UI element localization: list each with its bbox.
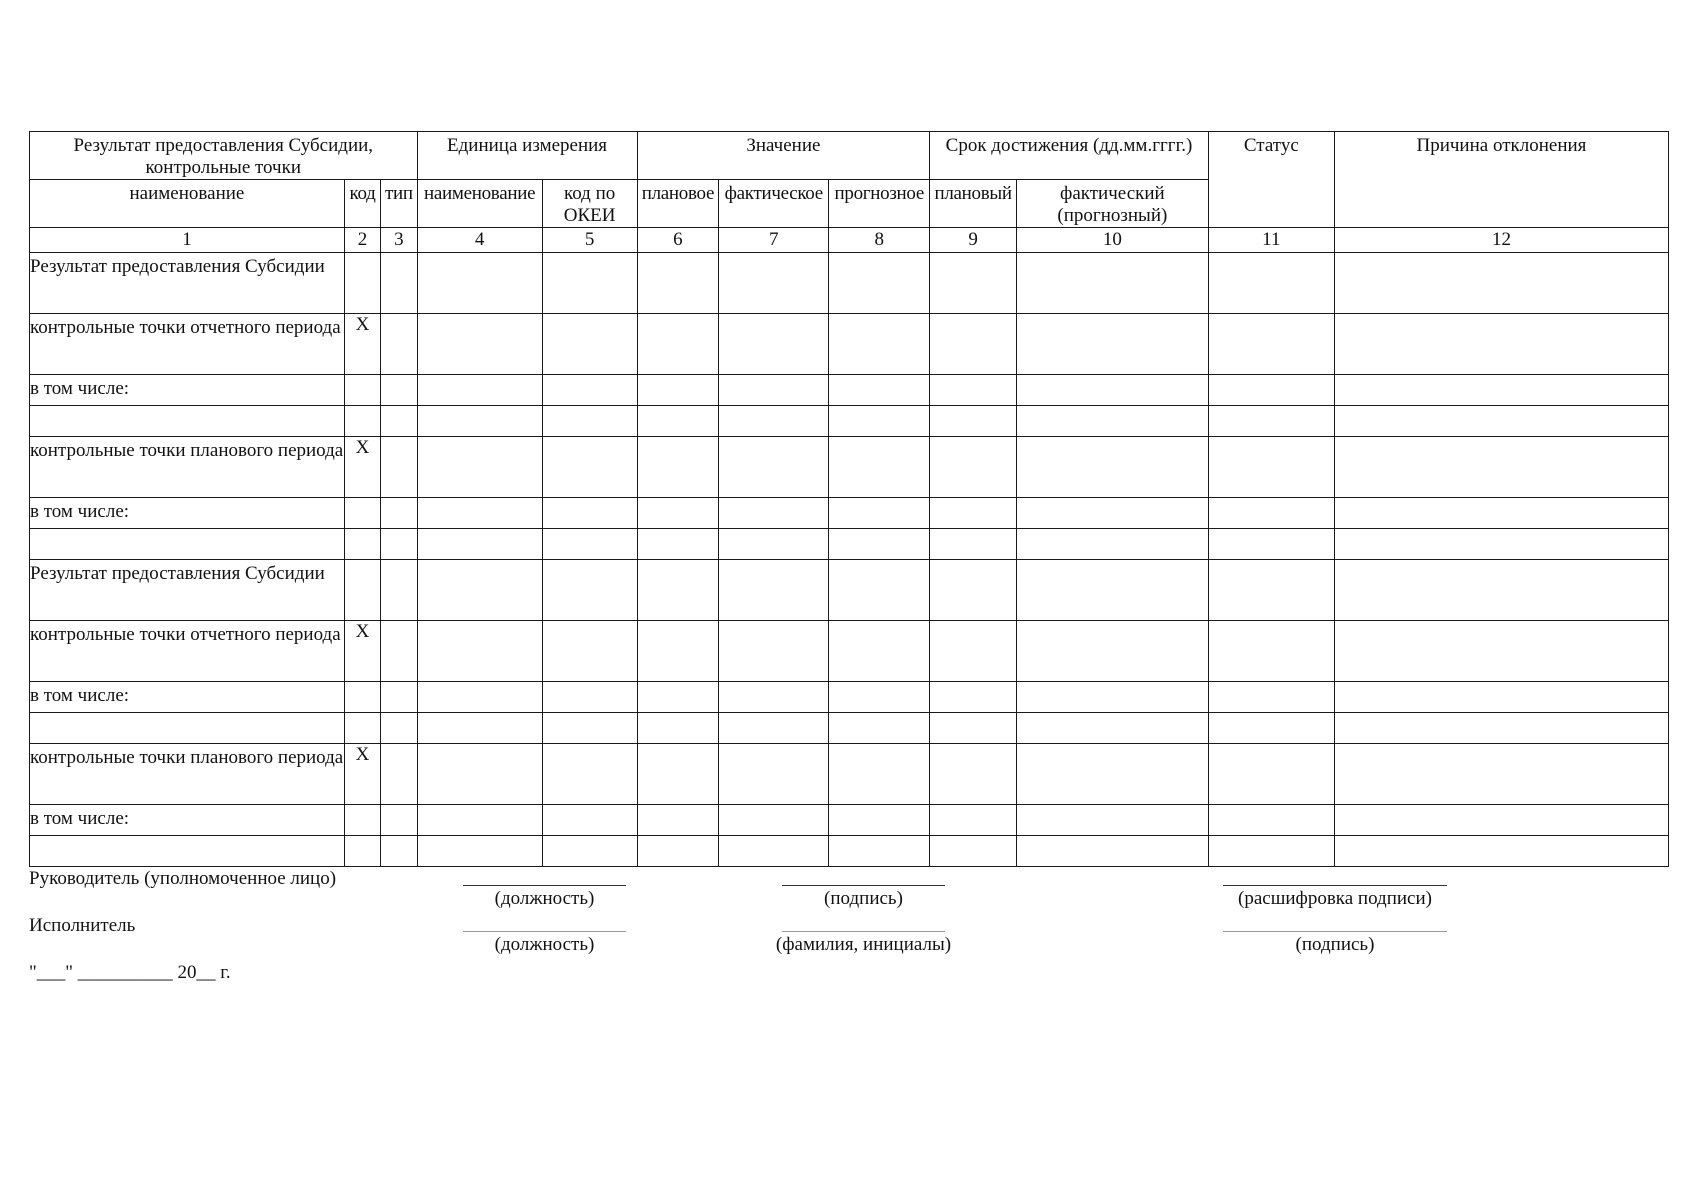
row-code-cell (344, 836, 380, 867)
row-cell (417, 375, 542, 406)
row-cell (1208, 437, 1334, 498)
row-cell (637, 375, 719, 406)
head-decode-line (1223, 885, 1447, 886)
row-cell (1334, 498, 1668, 529)
row-cell (1017, 406, 1209, 437)
row-cell (1017, 682, 1209, 713)
header-planned: плановое (637, 180, 719, 228)
row-name-cell: Результат предоставления Субсидии (30, 560, 345, 621)
executor-name-line (782, 931, 945, 932)
col-number: 9 (930, 228, 1017, 253)
row-cell (417, 437, 542, 498)
row-cell (1017, 529, 1209, 560)
header-actual: фактическое (719, 180, 829, 228)
table-row (30, 498, 1669, 529)
row-cell (637, 498, 719, 529)
row-cell (1017, 560, 1209, 621)
table-row (30, 713, 1669, 744)
row-cell (637, 253, 719, 314)
head-signature-line (782, 885, 945, 886)
row-cell (381, 406, 417, 437)
header-deadline: Срок достижения (дд.мм.гггг.) (930, 132, 1209, 180)
row-cell (829, 437, 930, 498)
table-row (30, 314, 1669, 375)
row-cell (1017, 805, 1209, 836)
row-cell (1208, 682, 1334, 713)
row-cell (542, 314, 637, 375)
row-cell (542, 529, 637, 560)
row-cell (381, 805, 417, 836)
row-cell (829, 529, 930, 560)
row-cell (930, 560, 1017, 621)
row-cell (1017, 836, 1209, 867)
row-cell (637, 805, 719, 836)
table-row (30, 406, 1669, 437)
row-cell (829, 805, 930, 836)
row-cell (381, 682, 417, 713)
row-cell (1017, 744, 1209, 805)
row-cell (930, 253, 1017, 314)
row-cell (930, 713, 1017, 744)
row-cell (829, 713, 930, 744)
row-cell (719, 744, 829, 805)
row-cell (1208, 498, 1334, 529)
row-cell (1208, 560, 1334, 621)
row-cell (542, 406, 637, 437)
row-name-cell (30, 713, 345, 744)
row-cell (381, 621, 417, 682)
row-cell (1208, 836, 1334, 867)
row-cell (1334, 621, 1668, 682)
row-cell (930, 437, 1017, 498)
row-cell (829, 836, 930, 867)
row-cell (1208, 529, 1334, 560)
row-cell (417, 621, 542, 682)
row-cell (719, 253, 829, 314)
row-cell (1017, 253, 1209, 314)
row-cell (930, 805, 1017, 836)
table-row (30, 560, 1669, 621)
row-cell (417, 713, 542, 744)
results-table (29, 131, 1669, 867)
row-cell (417, 560, 542, 621)
row-cell (1017, 621, 1209, 682)
head-signature-caption: (подпись) (824, 888, 903, 909)
col-number: 11 (1208, 228, 1334, 253)
row-cell (829, 560, 930, 621)
row-cell (1208, 713, 1334, 744)
row-cell (1334, 529, 1668, 560)
row-cell (1208, 253, 1334, 314)
header-forecast: прогнозное (829, 180, 930, 228)
row-cell (930, 406, 1017, 437)
header-row-1 (30, 132, 1669, 180)
table-body (30, 253, 1669, 867)
row-cell (381, 375, 417, 406)
table-row (30, 805, 1669, 836)
row-name-cell (30, 406, 345, 437)
row-cell (637, 560, 719, 621)
row-cell (719, 314, 829, 375)
row-cell (1017, 314, 1209, 375)
row-cell (542, 560, 637, 621)
row-cell (1208, 314, 1334, 375)
header-code: код (344, 180, 380, 228)
date-line: "___" __________ 20__ г. (29, 962, 231, 983)
row-cell (1017, 375, 1209, 406)
header-type: тип (381, 180, 417, 228)
row-cell (1334, 406, 1668, 437)
executor-label: Исполнитель (29, 915, 136, 936)
row-code-cell (344, 375, 380, 406)
row-code-cell (344, 253, 380, 314)
row-cell (829, 498, 930, 529)
row-code-cell (344, 529, 380, 560)
table-row (30, 621, 1669, 682)
row-cell (417, 253, 542, 314)
row-cell (381, 560, 417, 621)
col-number: 6 (637, 228, 719, 253)
row-cell (829, 375, 930, 406)
header-actual-date: фактический (прогнозный) (1017, 180, 1209, 228)
row-name-cell (30, 836, 345, 867)
head-position-line (463, 885, 626, 886)
row-cell (381, 253, 417, 314)
row-cell (637, 437, 719, 498)
row-cell (930, 375, 1017, 406)
row-name-cell: в том числе: (30, 682, 345, 713)
row-name-cell: контрольные точки отчетного периода (30, 314, 345, 375)
row-cell (1334, 253, 1668, 314)
col-number: 4 (417, 228, 542, 253)
row-cell (1208, 805, 1334, 836)
row-cell (381, 314, 417, 375)
row-cell (1334, 713, 1668, 744)
row-cell (829, 406, 930, 437)
row-cell (417, 836, 542, 867)
row-cell (542, 621, 637, 682)
row-cell (637, 682, 719, 713)
col-number: 1 (30, 228, 345, 253)
row-cell (542, 836, 637, 867)
row-cell (930, 744, 1017, 805)
head-label: Руководитель (уполномоченное лицо) (29, 868, 337, 889)
row-cell (930, 621, 1017, 682)
row-cell (1208, 744, 1334, 805)
row-cell (381, 437, 417, 498)
header-unit-name: наименование (417, 180, 542, 228)
row-cell (1017, 498, 1209, 529)
row-cell (637, 713, 719, 744)
col-number: 2 (344, 228, 380, 253)
row-cell (829, 253, 930, 314)
row-cell (719, 529, 829, 560)
table-row (30, 744, 1669, 805)
row-code-cell (344, 498, 380, 529)
row-code-cell (344, 560, 380, 621)
row-cell (637, 836, 719, 867)
table-row (30, 253, 1669, 314)
row-cell (719, 805, 829, 836)
row-cell (637, 744, 719, 805)
row-cell (637, 314, 719, 375)
row-cell (719, 375, 829, 406)
row-cell (1208, 375, 1334, 406)
row-cell (930, 529, 1017, 560)
row-cell (1334, 744, 1668, 805)
row-cell (829, 682, 930, 713)
col-number: 3 (381, 228, 417, 253)
row-cell (1017, 437, 1209, 498)
row-cell (542, 375, 637, 406)
table-row (30, 836, 1669, 867)
row-cell (930, 836, 1017, 867)
row-cell (829, 314, 930, 375)
row-cell (542, 437, 637, 498)
row-name-cell: в том числе: (30, 498, 345, 529)
row-cell (1208, 621, 1334, 682)
executor-signature-caption: (подпись) (1295, 934, 1375, 955)
row-cell (1334, 682, 1668, 713)
row-cell (637, 406, 719, 437)
col-number: 5 (542, 228, 637, 253)
row-code-cell: X (344, 744, 380, 805)
header-okei: код по ОКЕИ (542, 180, 637, 228)
row-cell (417, 805, 542, 836)
header-unit: Единица измерения (417, 132, 637, 180)
row-name-cell: в том числе: (30, 805, 345, 836)
column-number-row (30, 228, 1669, 253)
row-cell (381, 529, 417, 560)
row-cell (930, 498, 1017, 529)
row-name-cell: контрольные точки планового периода (30, 437, 345, 498)
row-cell (381, 836, 417, 867)
row-cell (719, 713, 829, 744)
row-cell (381, 713, 417, 744)
executor-signature-line (1223, 931, 1447, 932)
row-cell (542, 713, 637, 744)
head-position-caption: (должность) (494, 888, 595, 909)
header-status: Статус (1208, 132, 1334, 228)
row-cell (542, 253, 637, 314)
row-cell (542, 498, 637, 529)
table-row (30, 682, 1669, 713)
row-cell (417, 406, 542, 437)
row-cell (1017, 713, 1209, 744)
executor-position-line (463, 931, 626, 932)
row-cell (417, 744, 542, 805)
row-name-cell: Результат предоставления Субсидии (30, 253, 345, 314)
row-cell (1208, 406, 1334, 437)
row-cell (719, 682, 829, 713)
header-planned-date: плановый (930, 180, 1017, 228)
col-number: 10 (1017, 228, 1209, 253)
row-cell (417, 682, 542, 713)
row-cell (719, 406, 829, 437)
executor-name-caption: (фамилия, инициалы) (775, 934, 952, 955)
col-number: 7 (719, 228, 829, 253)
row-code-cell (344, 713, 380, 744)
row-cell (1334, 314, 1668, 375)
row-cell (542, 682, 637, 713)
row-cell (542, 744, 637, 805)
row-cell (381, 744, 417, 805)
row-cell (829, 621, 930, 682)
row-cell (542, 805, 637, 836)
row-cell (1334, 375, 1668, 406)
row-name-cell: в том числе: (30, 375, 345, 406)
row-code-cell: X (344, 314, 380, 375)
row-code-cell: X (344, 437, 380, 498)
table-row (30, 375, 1669, 406)
table-row (30, 529, 1669, 560)
head-decode-caption: (расшифровка подписи) (1238, 888, 1432, 909)
row-cell (719, 560, 829, 621)
row-code-cell (344, 682, 380, 713)
row-code-cell (344, 805, 380, 836)
row-cell (1334, 836, 1668, 867)
header-value: Значение (637, 132, 930, 180)
row-cell (1334, 560, 1668, 621)
row-cell (719, 498, 829, 529)
row-cell (381, 498, 417, 529)
table-row (30, 437, 1669, 498)
row-code-cell: X (344, 621, 380, 682)
col-number: 12 (1334, 228, 1668, 253)
header-reason: Причина отклонения (1334, 132, 1668, 228)
row-cell (930, 682, 1017, 713)
row-cell (637, 621, 719, 682)
header-result: Результат предоставления Субсидии, контрольные точки (30, 132, 418, 180)
row-cell (417, 529, 542, 560)
header-name: наименование (30, 180, 345, 228)
row-name-cell (30, 529, 345, 560)
row-cell (719, 621, 829, 682)
row-cell (719, 836, 829, 867)
row-cell (1334, 805, 1668, 836)
row-cell (719, 437, 829, 498)
row-code-cell (344, 406, 380, 437)
row-cell (637, 529, 719, 560)
row-cell (417, 314, 542, 375)
row-name-cell: контрольные точки отчетного периода (30, 621, 345, 682)
row-cell (417, 498, 542, 529)
row-cell (1334, 437, 1668, 498)
executor-position-caption: (должность) (494, 934, 595, 955)
row-cell (829, 744, 930, 805)
row-name-cell: контрольные точки планового периода (30, 744, 345, 805)
col-number: 8 (829, 228, 930, 253)
row-cell (930, 314, 1017, 375)
